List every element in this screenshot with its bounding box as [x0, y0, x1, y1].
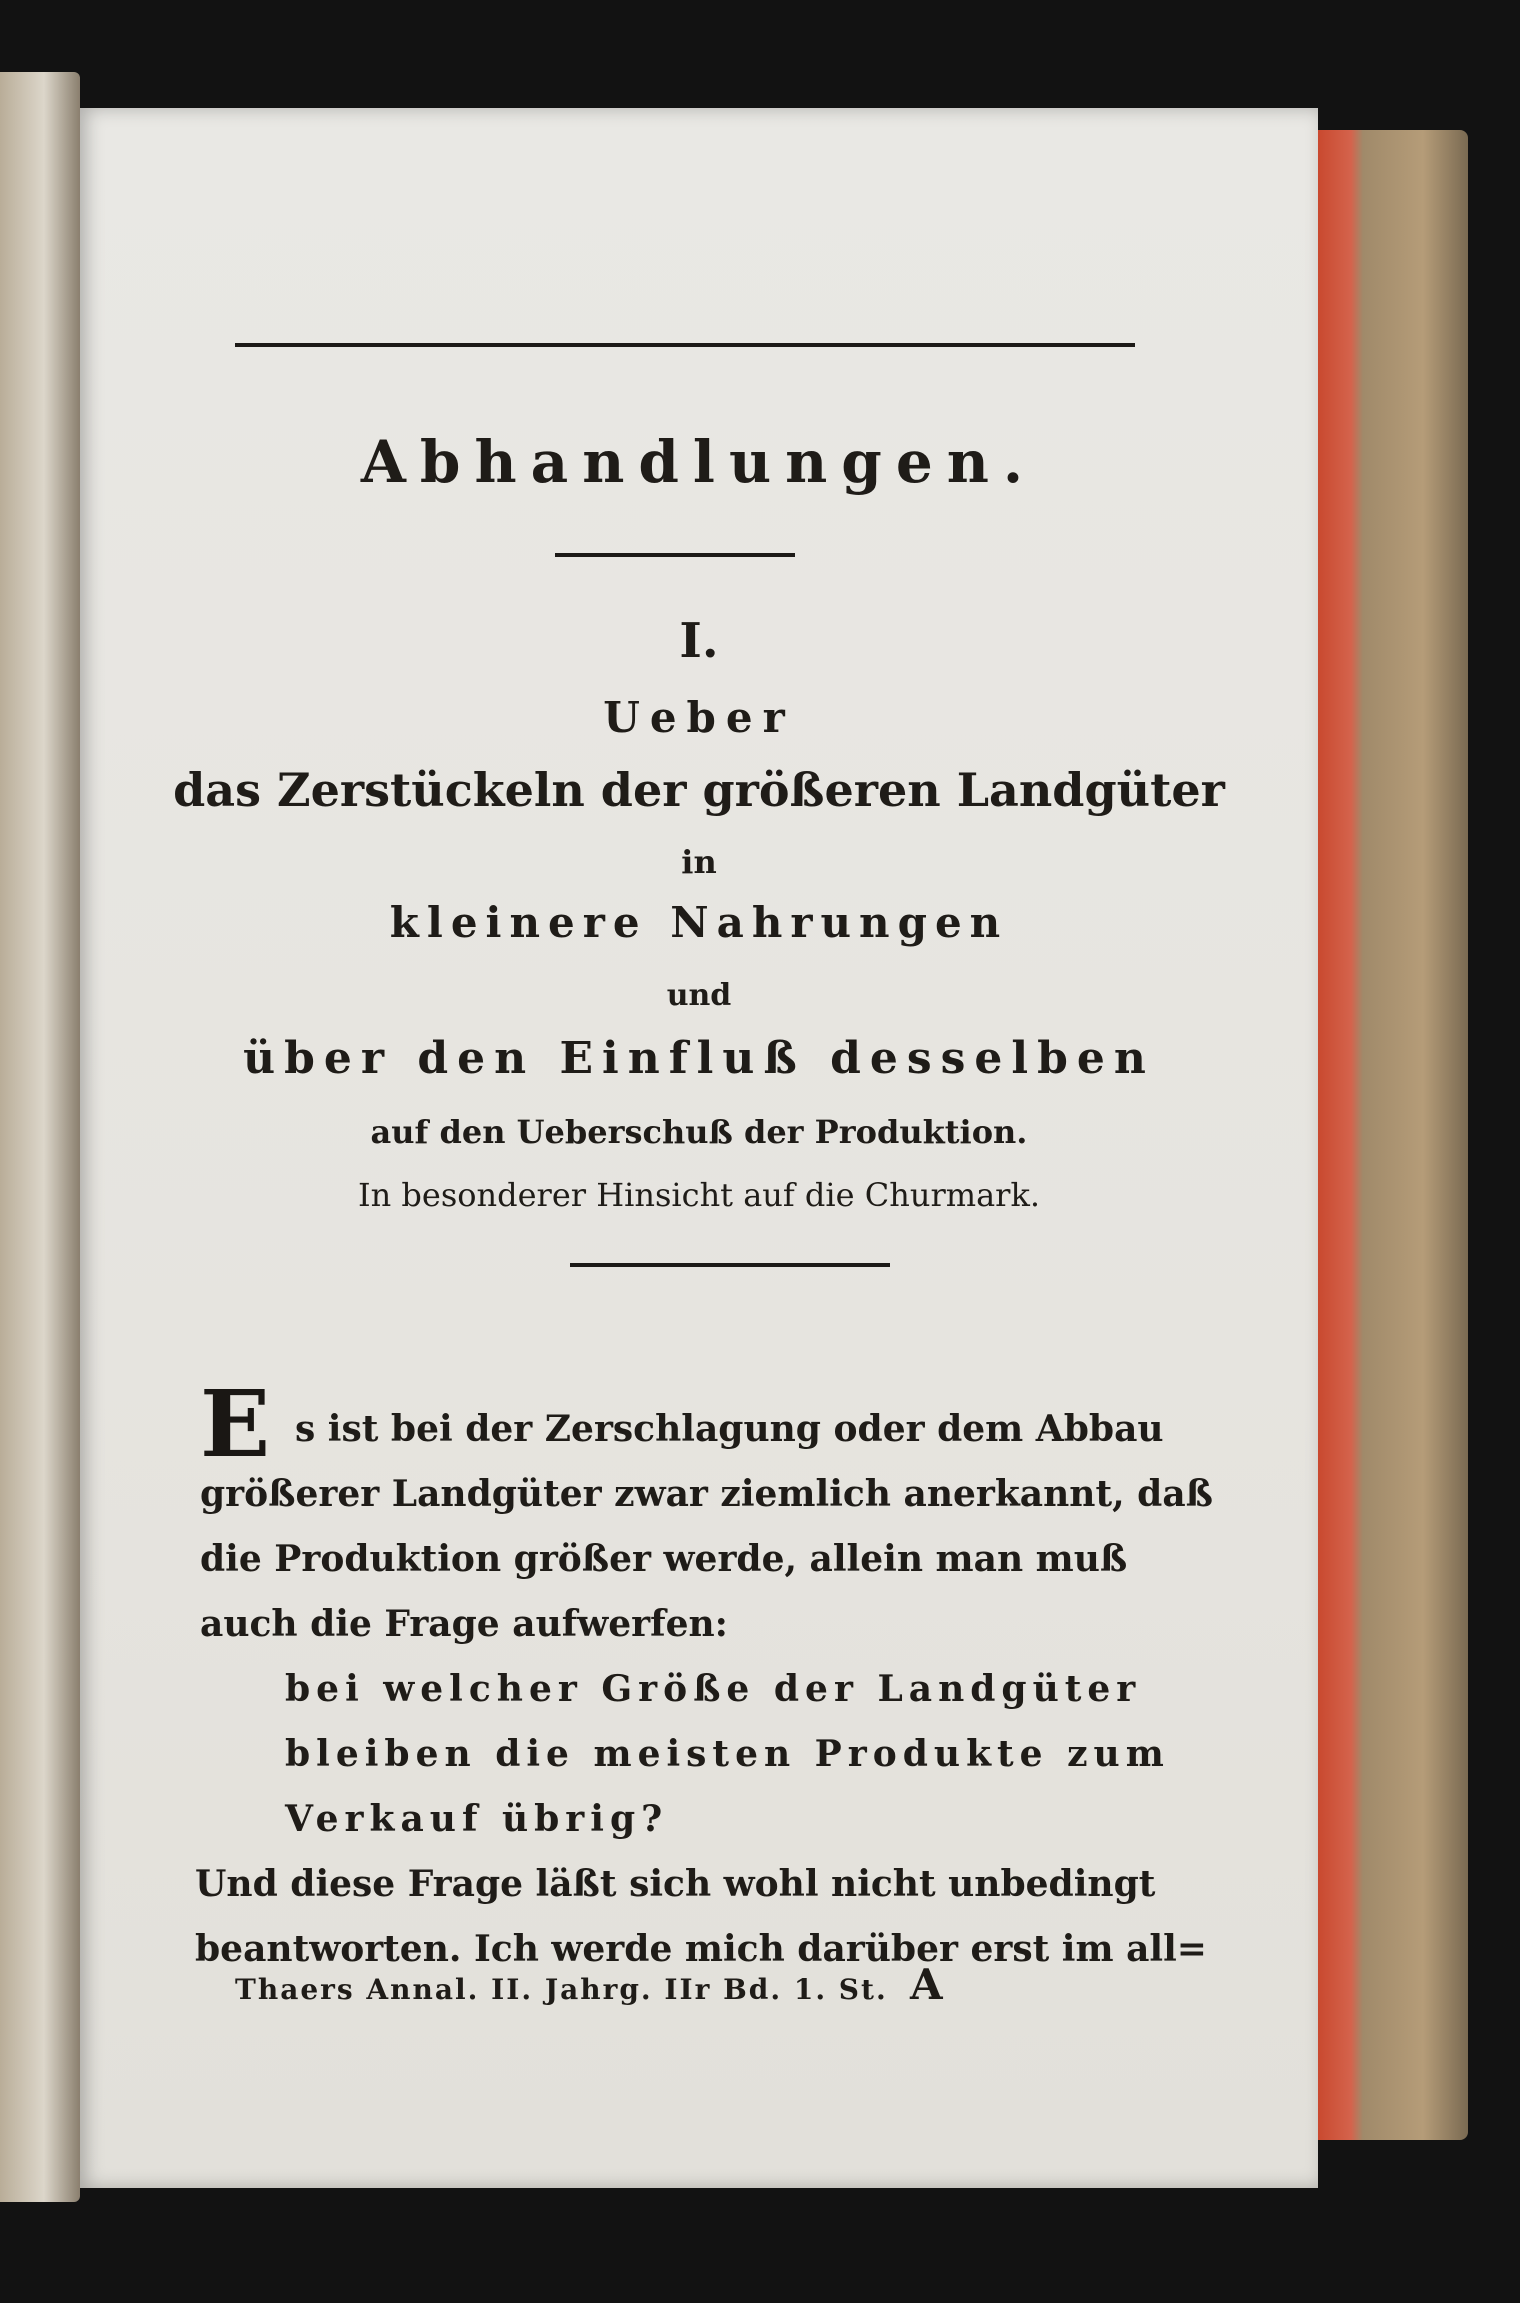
page-footer: Thaers Annal. II. Jahrg. IIr Bd. 1. St.: [235, 1973, 888, 2006]
signature-mark: A: [910, 1960, 943, 2009]
title-line-3: in: [681, 843, 717, 881]
title-line-4: kleinere Nahrungen: [389, 898, 1009, 947]
body-line-6: bleiben die meisten Produkte zum: [285, 1733, 1170, 1775]
body-line-1: s ist bei der Zerschlagung oder dem Abbau: [295, 1408, 1164, 1450]
title-rule: [555, 553, 795, 557]
top-rule: [235, 343, 1135, 347]
body-rule: [570, 1263, 890, 1267]
body-line-4: auch die Frage aufwerfen:: [200, 1603, 728, 1645]
body-line-8: Und diese Frage läßt sich wohl nicht unbedingt: [195, 1863, 1156, 1905]
title-line-5: und: [666, 978, 732, 1013]
body-line-2: größerer Landgüter zwar ziemlich anerkannt, daß: [200, 1473, 1214, 1515]
title-line-6: über den Einfluß desselben: [243, 1033, 1155, 1084]
title-line-2: das Zerstückeln der größeren Landgüter: [173, 763, 1225, 817]
book-page: [80, 108, 1318, 2188]
title-line-7: auf den Ueberschuß der Produktion.: [370, 1113, 1028, 1151]
body-line-3: die Produktion größer werde, allein man muß: [200, 1538, 1128, 1580]
body-line-5: bei welcher Größe der Landgüter: [285, 1668, 1142, 1710]
section-title: Abhandlungen.: [360, 428, 1038, 496]
title-line-8: In besonderer Hinsicht auf die Churmark.: [357, 1176, 1041, 1214]
book-cover-edge: [1318, 130, 1468, 2140]
title-line-1: Ueber: [603, 693, 795, 742]
body-line-7: Verkauf übrig?: [285, 1798, 669, 1840]
facing-page-edge: [0, 72, 80, 2202]
chapter-numeral: I.: [679, 613, 719, 669]
drop-capital: E: [200, 1370, 271, 1478]
body-line-9: beantworten. Ich werde mich darüber erst im all=: [195, 1928, 1207, 1970]
